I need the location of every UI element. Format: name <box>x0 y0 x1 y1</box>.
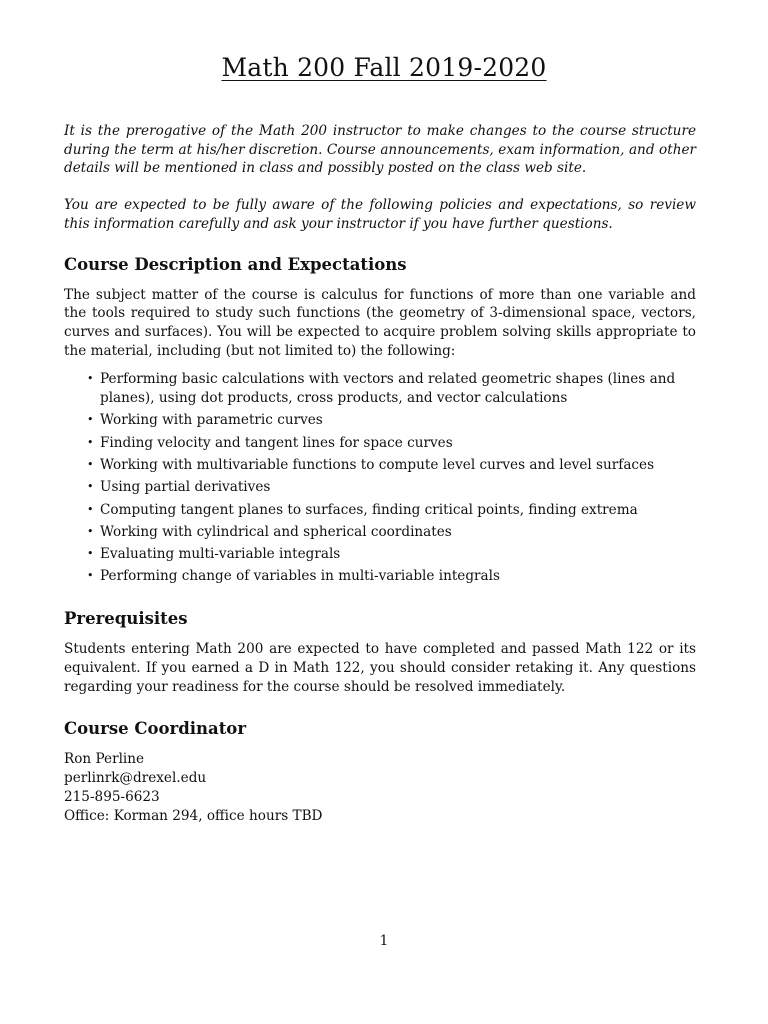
list-item-text: Performing change of variables in multi-variable integrals <box>100 568 500 585</box>
list-item <box>87 370 696 407</box>
list-item-text: Evaluating multi-variable integrals <box>100 546 341 563</box>
coordinator-email: perlinrk@drexel.edu <box>64 770 207 787</box>
prerequisites-paragraph: Students entering Math 200 are expected to have completed and passed Math 122 or its equivalent. If you earned a D in Math 122, you should consider retaking it. Any questions regarding your readiness for the course should be resolved immediately. <box>64 641 696 695</box>
intro-paragraph-1: It is the prerogative of the Math 200 instructor to make changes to the course structure during the term at his/her discretion. Course announcements, exam information, and other details will be mentioned in class and possibly posted on the class web site. <box>64 123 696 177</box>
coordinator-contact <box>64 750 696 826</box>
list-item <box>87 434 696 453</box>
list-item <box>87 523 696 542</box>
document-body <box>64 122 696 826</box>
section-heading-coordinator: Course Coordinator <box>64 719 247 739</box>
bullet-icon: • <box>87 569 94 583</box>
list-item-text: Computing tangent planes to surfaces, finding critical points, finding extrema <box>100 501 638 518</box>
list-item-text: Working with multivariable functions to compute level curves and level surfaces <box>100 456 655 473</box>
section-heading-prerequisites: Prerequisites <box>64 609 188 629</box>
list-item-text: Using partial derivatives <box>100 479 271 496</box>
list-item <box>87 456 696 475</box>
list-item-text: Working with cylindrical and spherical coordinates <box>100 523 452 540</box>
bullet-icon: • <box>87 435 94 449</box>
list-item <box>87 567 696 586</box>
bullet-icon: • <box>87 413 94 427</box>
bullet-icon: • <box>87 502 94 516</box>
bullet-icon: • <box>87 480 94 494</box>
coordinator-phone: 215-895-6623 <box>64 789 160 806</box>
list-item-text: Finding velocity and tangent lines for space curves <box>100 434 453 451</box>
bullet-icon: • <box>87 524 94 538</box>
bullet-icon: • <box>87 547 94 561</box>
section-heading-description: Course Description and Expectations <box>64 254 407 274</box>
bullet-icon: • <box>87 457 94 471</box>
intro-section <box>64 122 696 234</box>
list-item <box>87 545 696 564</box>
list-item-text: Performing basic calculations with vectors and related geometric shapes (lines and planes), using dot products, cross products, and vector calculations <box>100 371 676 407</box>
topic-list <box>64 370 696 586</box>
bullet-icon: • <box>87 372 94 386</box>
list-item <box>87 478 696 497</box>
list-item <box>87 501 696 520</box>
coordinator-office: Office: Korman 294, office hours TBD <box>64 808 323 825</box>
list-item <box>87 411 696 430</box>
intro-paragraph-2: You are expected to be fully aware of the following policies and expectations, so review this information carefully and ask your instructor if you have further questions. <box>64 197 696 232</box>
description-paragraph: The subject matter of the course is calculus for functions of more than one variable and the tools required to study such functions (the geometry of 3-dimensional space, vectors, curves and surfaces). You will be expected to acquire problem solving skills appropriate to the material, including (but not limited to) the following: <box>64 286 696 359</box>
list-item-text: Working with parametric curves <box>100 412 323 429</box>
page-title: Math 200 Fall 2019-2020 <box>221 53 547 82</box>
page-number: 1 <box>379 933 389 949</box>
coordinator-name: Ron Perline <box>64 751 145 768</box>
